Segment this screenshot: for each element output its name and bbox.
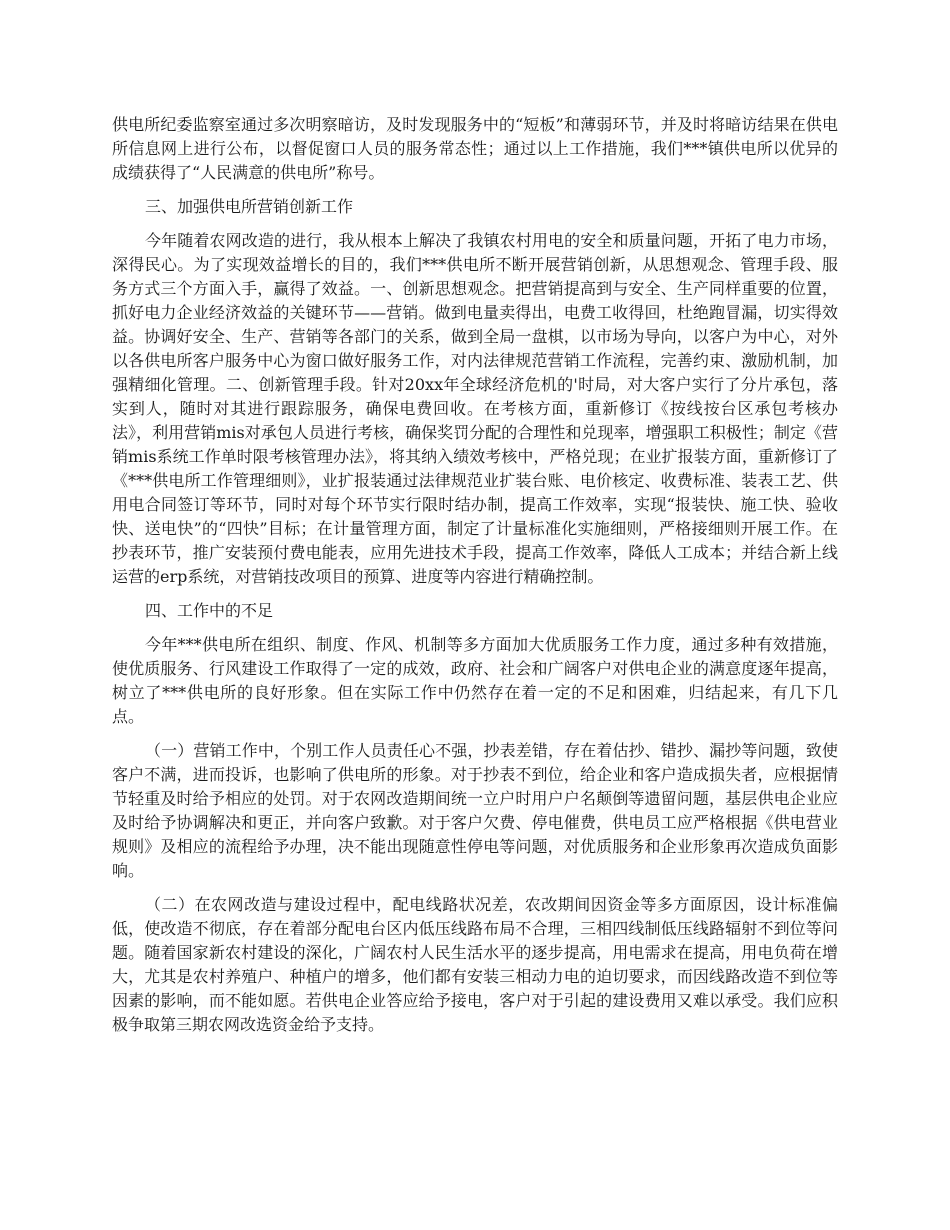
paragraph-service-oversight: 供电所纪委监察室通过多次明察暗访，及时发现服务中的“短板”和薄弱环节，并及时将暗访结果在供电所信息网上进行公布，以督促窗口人员的服务常态性；通过以上工作措施，我们***镇供电所以优异的成绩获得了“人民满意的供电所”称号。 [112, 115, 838, 182]
section-heading-shortcomings: 四、工作中的不足 [145, 601, 274, 620]
section-heading-marketing-innovation: 三、加强供电所营销创新工作 [145, 197, 354, 216]
document-body [112, 113, 838, 1047]
paragraph-shortcomings-intro: 今年***供电所在组织、制度、作风、机制等多方面加大优质服务工作力度，通过多种有效措施，使优质服务、行风建设工作取得了一定的成效，政府、社会和广阔客户对供电企业的满意度逐年提高，树立了***供电所的良好形象。但在实际工作中仍然存在着一定的不足和困难，归结起来，有几下几点。 [112, 635, 838, 726]
paragraph-shortcoming-two: （二）在农网改造与建设过程中，配电线路状况差，农改期间因资金等多方面原因，设计标准偏低，使改造不彻底，存在着部分配电台区内低压线路布局不合理，三相四线制低压线路辐射不到位等问题。随着国家新农村建设的深化，广阔农村人民生活水平的逐步提高，用电需求在提高，用电负荷在增大，尤其是农村养殖户、种植户的增多，他们都有安装三相动力电的迫切要求，而因线路改造不到位等因素的影响，而不能如愿。若供电企业答应给予接电，客户对于引起的建设费用又难以承受。我们应积极争取第三期农网改选资金给予支持。 [112, 895, 838, 1034]
paragraph-shortcoming-one: （一）营销工作中，个别工作人员责任心不强，抄表差错，存在着估抄、错抄、漏抄等问题，致使客户不满，进而投诉，也影响了供电所的形象。对于抄表不到位，给企业和客户造成损失者，应根据情节轻重及时给予相应的处罚。对于农网改造期间统一立户时用户户名颠倒等遗留问题，基层供电企业应及时给予协调解决和更正，并向客户致歉。对于客户欠费、停电催费，供电员工应严格根据《供电营业规则》及相应的流程给予办理，决不能出现随意性停电等问题，对优质服务和企业形象再次造成负面影响。 [112, 741, 838, 880]
paragraph-marketing-innovation: 今年随着农网改造的进行，我从根本上解决了我镇农村用电的安全和质量问题，开拓了电力市场，深得民心。为了实现效益增长的目的，我们***供电所不断开展营销创新，从思想观念、管理手段、服务方式三个方面入手，赢得了效益。一、创新思想观念。把营销提高到与安全、生产同样重要的位置，抓好电力企业经济效益的关键环节——营销。做到电量卖得出，电费工收得回，杜绝跑冒漏，切实得效益。协调好安全、生产、营销等各部门的关系，做到全局一盘棋，以市场为导向，以客户为中心，对外以各供电所客户服务中心为窗口做好服务工作，对内法律规范营销工作流程，完善约束、激励机制，加强精细化管理。二、创新管理手段。针对20xx年全球经济危机的'时局，对大客户实行了分片承包，落实到人，随时对其进行跟踪服务，确保电费回收。在考核方面，重新修订《按线按台区承包考核办法》，利用营销mis对承包人员进行考核，确保奖罚分配的合理性和兑现率，增强职工积极性；制定《营销mis系统工作单时限考核管理办法》，将其纳入绩效考核中，严格兑现；在业扩报装方面，重新修订了《***供电所工作管理细则》，业扩报装通过法律规范业扩装台账、电价核定、收费标准、装表工艺、供用电合同签订等环节，同时对每个环节实行限时结办制，提高工作效率，实现“报装快、施工快、验收快、送电快”的“四快”目标；在计量管理方面，制定了计量标准化实施细则，严格接细则开展工作。在抄表环节，推广安装预付费电能表，应用先进技术手段，提高工作效率，降低人工成本；并结合新上线运营的erp系统，对营销技改项目的预算、进度等内容进行精确控制。 [112, 231, 838, 586]
